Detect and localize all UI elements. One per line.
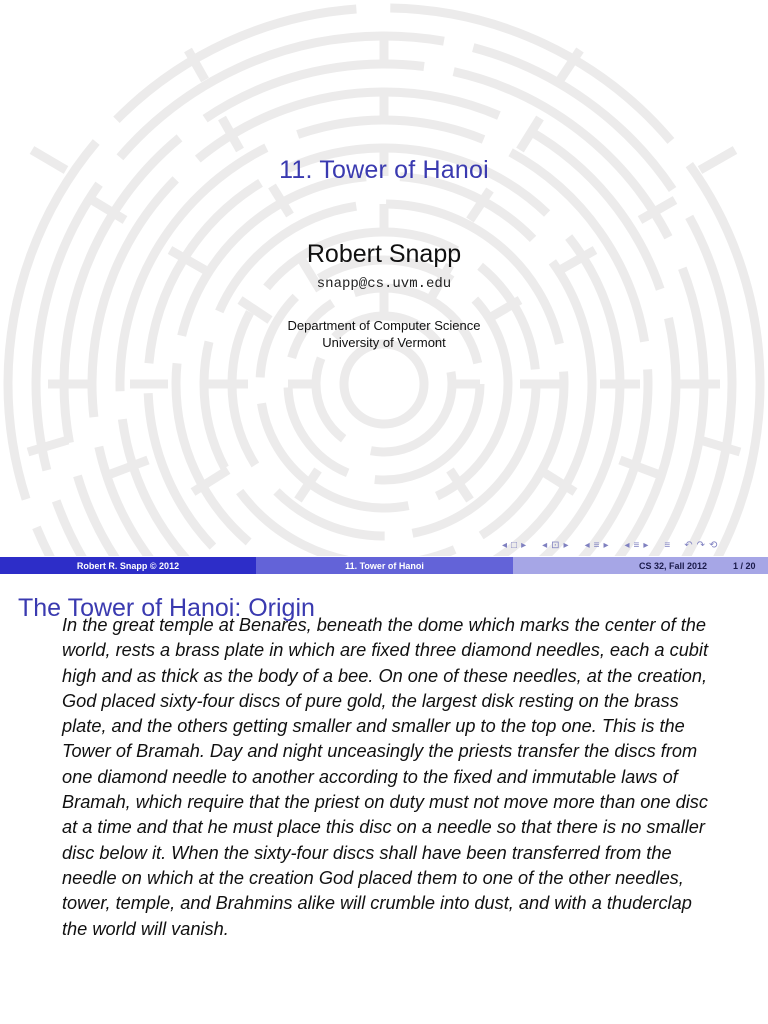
forward-icon[interactable]: ↷ bbox=[696, 540, 705, 551]
author-name: Robert Snapp bbox=[306, 240, 462, 268]
nav-prev-icon[interactable]: ◂ bbox=[542, 540, 548, 551]
footer-author-label: Robert R. Snapp © 2012 bbox=[76, 560, 180, 571]
section-icon[interactable]: ≡ bbox=[593, 540, 600, 551]
frame-title: The Tower of Hanoi: Origin bbox=[18, 594, 315, 622]
search-icon[interactable]: ⟲ bbox=[709, 540, 718, 551]
page-number: 1 / 20 bbox=[733, 560, 756, 571]
subsection-icon[interactable]: ⊡ bbox=[551, 540, 560, 551]
origin-quote: In the great temple at Benares, beneath the dome which marks the center of the world, rests a brass plate in which are fixed three diamond needles, each a cubit high and as thick as the body of a bee. On one of these needles, at the creation, God placed sixty-four discs of pure gold, the largest disk resting on the brass plate, and the others getting smaller and smaller up to the top one. This is the Tower of Bramah. Day and night unceasingly the priests transfer the discs from one diamond needle to another according to the fixed and immutable laws of Bramah, which require that the priest on duty must not move more than one disc at a time and that he must place this disc on a needle so that there is no smaller disc below it. When the sixty-four discs shall have been transferred from the needle on which at the creation God placed them to one of the other needles, tower, temple, and Brahmins alike will crumble into dust, and with a thuderclap the world will vanish. bbox=[62, 615, 709, 939]
university: University of Vermont bbox=[322, 335, 446, 350]
nav-next-icon[interactable]: ▸ bbox=[563, 540, 569, 551]
subsection-nav-group bbox=[538, 539, 572, 553]
footer-course-label: CS 32, Fall 2012 bbox=[639, 560, 708, 571]
document-nav-group bbox=[620, 539, 652, 553]
frame-nav-group bbox=[498, 539, 530, 553]
origin-slide bbox=[0, 574, 768, 1024]
nav-prev-icon[interactable]: ◂ bbox=[502, 540, 508, 551]
document-icon[interactable]: ≡ bbox=[633, 540, 640, 551]
presentation-title: 11. Tower of Hanoi bbox=[279, 156, 489, 184]
department: Department of Computer Science bbox=[287, 318, 481, 333]
slide-footer bbox=[0, 557, 768, 574]
author-email: snapp@cs.uvm.edu bbox=[316, 276, 452, 292]
nav-next-icon[interactable]: ▸ bbox=[643, 540, 649, 551]
back-icon[interactable]: ↶ bbox=[684, 540, 693, 551]
nav-prev-icon[interactable]: ◂ bbox=[584, 540, 590, 551]
beamer-navigation bbox=[498, 539, 719, 553]
nav-next-icon[interactable]: ▸ bbox=[603, 540, 609, 551]
section-nav-group bbox=[581, 539, 613, 553]
frame-icon[interactable]: □ bbox=[511, 540, 518, 551]
footer-course bbox=[513, 557, 768, 574]
footer-title-label: 11. Tower of Hanoi bbox=[345, 560, 424, 571]
footer-author bbox=[0, 557, 256, 574]
nav-next-icon[interactable]: ▸ bbox=[521, 540, 527, 551]
appendix-nav-group bbox=[660, 539, 674, 553]
appendix-icon[interactable]: ≡ bbox=[664, 540, 671, 551]
footer-title bbox=[256, 557, 513, 574]
nav-prev-icon[interactable]: ◂ bbox=[624, 540, 630, 551]
